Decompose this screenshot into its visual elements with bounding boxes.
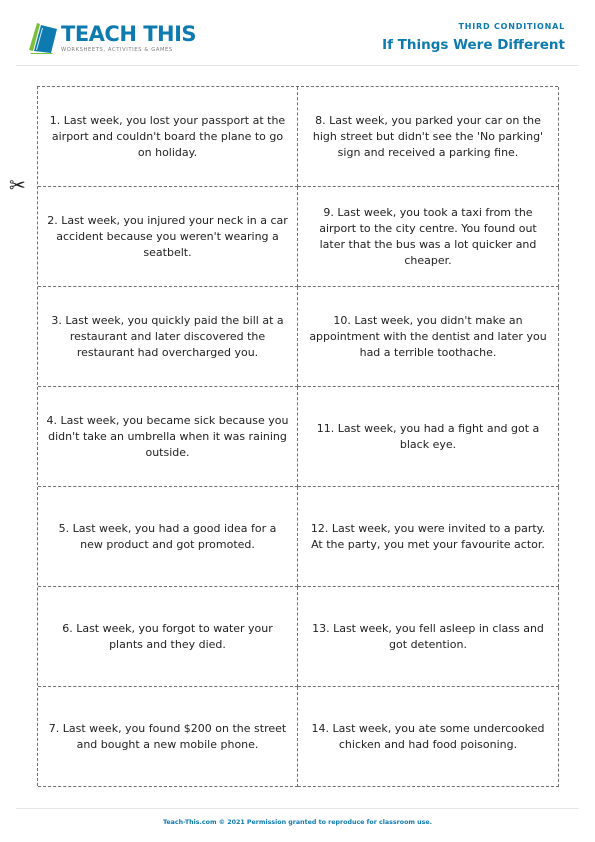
- header-titles: [382, 22, 565, 53]
- cut-card-9: [38, 487, 298, 587]
- cut-card-5: [38, 287, 298, 387]
- card-text: 3. Last week, you quickly paid the bill at a restaurant and later discovered the restaurant had overcharged you.: [51, 313, 284, 359]
- cut-card-4: [298, 187, 559, 287]
- card-text: 14. Last week, you ate some undercooked chicken and had food poisoning.: [311, 721, 545, 751]
- cut-card-8: [298, 387, 559, 487]
- logo-wordmark: TEACH THIS: [61, 22, 197, 46]
- page-header: [0, 0, 595, 66]
- scissors-icon: ✂: [9, 173, 26, 197]
- worksheet-topic: THIRD CONDITIONAL: [458, 22, 565, 31]
- cut-card-2: [298, 87, 559, 187]
- cut-card-7: [38, 387, 298, 487]
- cut-card-10: [298, 487, 559, 587]
- card-text: 5. Last week, you had a good idea for a new product and got promoted.: [58, 521, 277, 551]
- page-title: If Things Were Different: [382, 37, 565, 53]
- book-logo-icon: [27, 20, 59, 54]
- card-text: 12. Last week, you were invited to a party. At the party, you met your favourite actor.: [310, 521, 546, 551]
- card-text: 7. Last week, you found $200 on the street and bought a new mobile phone.: [48, 721, 287, 751]
- card-text: 6. Last week, you forgot to water your plants and they died.: [62, 621, 273, 651]
- card-text: 2. Last week, you injured your neck in a car accident because you weren't wearing a seatbelt.: [47, 213, 288, 259]
- cut-card-6: [298, 287, 559, 387]
- teach-this-logo[interactable]: [27, 20, 197, 60]
- footer-divider: [16, 808, 579, 809]
- cut-card-1: [38, 87, 298, 187]
- card-text: 8. Last week, you parked your car on the high street but didn't see the 'No parking' sign and received a parking fine.: [312, 113, 544, 159]
- cut-card-3: [38, 187, 298, 287]
- cut-card-14: [298, 687, 559, 787]
- cut-card-12: [298, 587, 559, 687]
- card-text: 4. Last week, you became sick because you didn't take an umbrella when it was raining outside.: [46, 413, 289, 459]
- logo-tagline: WORKSHEETS, ACTIVITIES & GAMES: [61, 47, 173, 53]
- card-text: 13. Last week, you fell asleep in class and got detention.: [312, 621, 544, 651]
- card-text: 9. Last week, you took a taxi from the airport to the city centre. You found out later that the bus was a lot quicker and cheaper.: [319, 205, 537, 267]
- card-grid: [37, 86, 558, 786]
- card-text: 10. Last week, you didn't make an appointment with the dentist and later you had a terrible toothache.: [309, 313, 547, 359]
- card-text: 1. Last week, you lost your passport at the airport and couldn't board the plane to go on holiday.: [49, 113, 286, 159]
- footer-credit[interactable]: Teach-This.com © 2021 Permission granted to reproduce for classroom use.: [162, 819, 433, 826]
- cut-card-11: [38, 587, 298, 687]
- cut-card-13: [38, 687, 298, 787]
- card-text: 11. Last week, you had a fight and got a black eye.: [316, 421, 540, 451]
- header-divider: [16, 65, 579, 66]
